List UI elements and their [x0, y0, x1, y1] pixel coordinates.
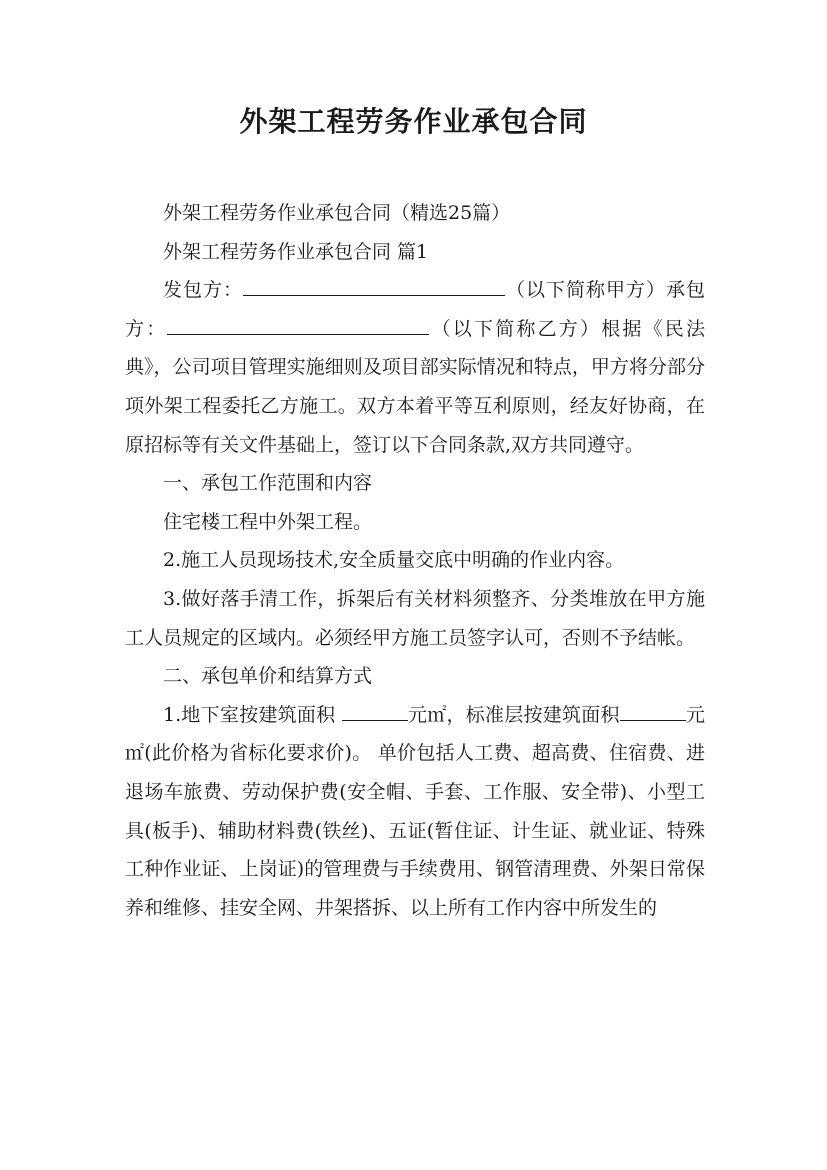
party-a-blank	[243, 275, 505, 296]
section2-item1-part1: 1.地下室按建筑面积	[163, 703, 336, 726]
document-subtitle: 外架工程劳务作业承包合同（精选25篇）	[163, 202, 511, 224]
section2-heading: 二、承包单价和结算方式	[163, 665, 373, 688]
document-title: 外架工程劳务作业承包合同	[239, 105, 588, 138]
party-a-suffix: （以下简称甲方）	[505, 279, 666, 302]
section1-item1: 住宅楼工程中外架工程。	[163, 510, 373, 533]
party-a-line	[125, 271, 705, 464]
document-body	[125, 194, 705, 927]
basement-price-blank	[342, 700, 408, 721]
party-a-label: 发包方：	[163, 279, 243, 302]
standard-floor-price-blank	[620, 700, 686, 721]
section1-item2: 2.施工人员现场技术,安全质量交底中明确的作业内容。	[163, 549, 625, 572]
section2-item1	[125, 696, 705, 928]
section1-heading: 一、承包工作范围和内容	[163, 472, 373, 495]
section1-item3: 3.做好落手清工作，拆架后有关材料须整齐、分类堆放在甲方施工人员规定的区域内。必须经甲方施工员签字认可，否则不予结帐。	[125, 587, 705, 649]
section2-item1-part3: 元㎡(此价格为省标化要求价)。 单价包括人工费、超高费、住宿费、进退场车旅费、劳动保护费(安全帽、手套、工作服、安全带)、小型工具(板手)、辅助材料费(铁丝)、五证(暂住证、计生证、就业证、特殊工种作业证、上岗证)的管理费与手续费用、钢管清理费、外架日常保养和维修、挂安全网、井架搭拆、以上所有工作内容中所发生的	[125, 703, 705, 919]
party-b-label: 承包方：	[125, 279, 705, 340]
article-heading: 外架工程劳务作业承包合同 篇1	[163, 240, 429, 263]
section2-item1-part2: 元㎡，标准层按建筑面积	[407, 703, 620, 726]
party-b-blank	[167, 314, 429, 335]
party-b-suffix: （以下简称乙方）根据《民法典》，公司项目管理实施细则及项目部实际情况和特点，甲方将分部分项外架工程委托乙方施工。双方本着平等互利原则，经友好协商，在原招标等有关文件基础上，签订以下合同条款,双方共同遵守。	[125, 317, 705, 456]
